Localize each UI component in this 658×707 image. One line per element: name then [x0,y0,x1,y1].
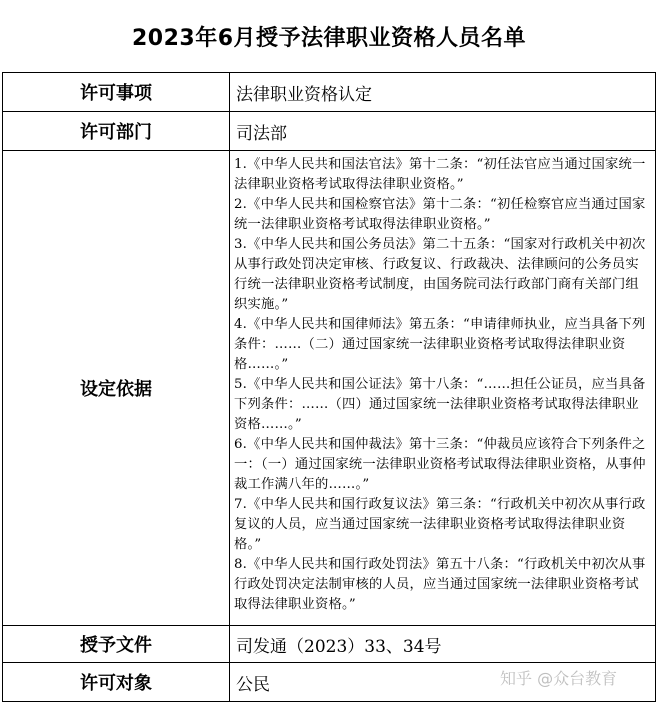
label-legal-basis: 设定依据 [3,151,230,626]
label-license-target: 许可对象 [3,663,230,702]
value-legal-basis [230,151,656,626]
value-license-matter: 法律职业资格认定 [230,73,656,112]
row-legal-basis [3,151,656,626]
legal-basis-item: 2.《中华人民共和国检察官法》第十二条：“初任检察官应当通过国家统一法律职业资格考试取得法律职业资格。” [234,197,646,232]
legal-basis-item: 4.《中华人民共和国律师法》第五条：“申请律师执业，应当具备下列条件：……（二）通过国家统一法律职业资格考试取得法律职业资格……。” [234,317,646,372]
legal-basis-item: 5.《中华人民共和国公证法》第十八条：“……担任公证员，应当具备下列条件：……（四）通过国家统一法律职业资格考试取得法律职业资格……。” [234,377,646,432]
legal-basis-list [230,151,655,615]
watermark: 知乎 @众台教育 [500,669,618,688]
label-license-matter: 许可事项 [3,73,230,112]
legal-basis-item: 1.《中华人民共和国法官法》第十二条：“初任法官应当通过国家统一法律职业资格考试取得法律职业资格。” [234,157,646,192]
value-grant-document: 司发通（2023）33、34号 [230,626,656,663]
legal-basis-item: 6.《中华人民共和国仲裁法》第十三条：“仲裁员应该符合下列条件之一：（一）通过国家统一法律职业资格考试取得法律职业资格，从事仲裁工作满八年的……。” [234,437,646,492]
value-license-department: 司法部 [230,112,656,151]
row-license-matter [3,73,656,112]
document-title: 2023年6月授予法律职业资格人员名单 [131,26,527,51]
row-license-department [3,112,656,151]
legal-basis-item: 3.《中华人民共和国公务员法》第二十五条：“国家对行政机关中初次从事行政处罚决定审核、行政复议、行政裁决、法律顾问的公务员实行统一法律职业资格考试制度，由国务院司法行政部门商有关部门组织实施。” [234,237,646,312]
legal-basis-item: 8.《中华人民共和国行政处罚法》第五十八条：“行政机关中初次从事行政处罚决定法制审核的人员，应当通过国家统一法律职业资格考试取得法律职业资格。” [234,557,646,612]
row-grant-document [3,626,656,663]
label-license-department: 许可部门 [3,112,230,151]
value-license-target: 公民 [230,663,656,702]
legal-basis-item: 7.《中华人民共和国行政复议法》第三条：“行政机关中初次从事行政复议的人员，应当通过国家统一法律职业资格考试取得法律职业资格。” [234,497,646,552]
license-info-table [2,72,656,702]
label-grant-document: 授予文件 [3,626,230,663]
